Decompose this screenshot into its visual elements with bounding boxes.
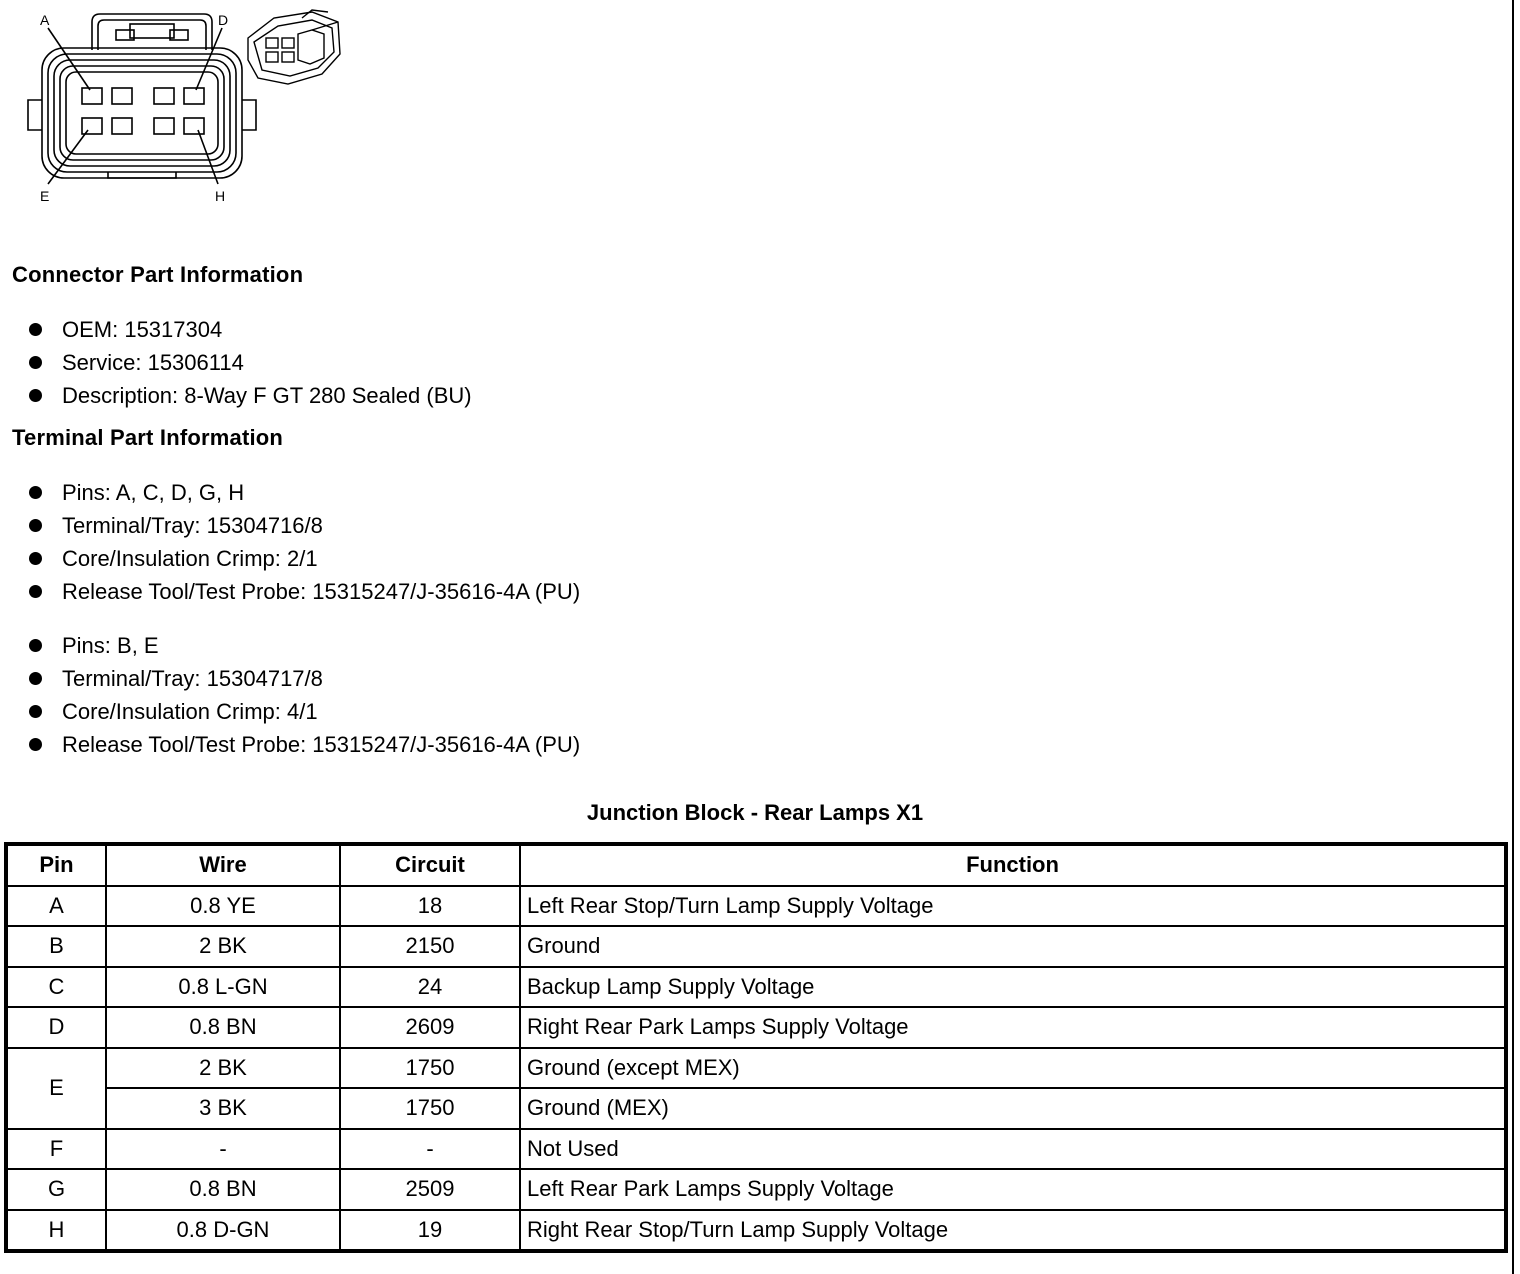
terminal-part-information-heading: Terminal Part Information — [12, 425, 284, 450]
pin-cell: C — [6, 967, 106, 1008]
list-item: Description: 8-Way F GT 280 Sealed (BU) — [28, 379, 472, 412]
list-item: Core/Insulation Crimp: 2/1 — [28, 542, 580, 575]
wire-cell: 0.8 D-GN — [106, 1210, 340, 1252]
pin-label-d: D — [218, 12, 229, 28]
table-row — [6, 967, 1506, 1008]
pin-cell: H — [6, 1210, 106, 1252]
function-cell: Right Rear Stop/Turn Lamp Supply Voltage — [520, 1210, 1506, 1252]
pin-cell: B — [6, 926, 106, 967]
function-cell: Ground (except MEX) — [520, 1048, 1506, 1089]
circuit-cell: 1750 — [340, 1048, 520, 1089]
pin-cavity-h — [184, 118, 204, 134]
column-header-wire: Wire — [106, 844, 340, 886]
connector-ear-left — [28, 100, 42, 130]
table-title: Junction Block - Rear Lamps X1 — [586, 800, 924, 825]
list-item: Service: 15306114 — [28, 346, 472, 379]
function-cell: Left Rear Stop/Turn Lamp Supply Voltage — [520, 886, 1506, 927]
list-item: OEM: 15317304 — [28, 313, 472, 346]
terminal-group-1-list — [28, 476, 580, 608]
pin-label-a: A — [40, 12, 50, 28]
pin-cavity-b — [112, 88, 132, 104]
terminal-group-2-list — [28, 629, 580, 761]
circuit-cell: 2609 — [340, 1007, 520, 1048]
table-row — [6, 1129, 1506, 1170]
wire-cell: - — [106, 1129, 340, 1170]
connector-inner-face — [66, 72, 218, 154]
function-cell: Ground (MEX) — [520, 1088, 1506, 1129]
list-item: Release Tool/Test Probe: 15315247/J-35616-4A (PU) — [28, 575, 580, 608]
pin-cavity-c — [154, 88, 174, 104]
pin-cell: F — [6, 1129, 106, 1170]
connector-diagram — [12, 8, 352, 208]
pin-cavity-a — [82, 88, 102, 104]
pin-cavity-d — [184, 88, 204, 104]
function-cell: Not Used — [520, 1129, 1506, 1170]
table-row — [6, 1210, 1506, 1252]
wire-cell: 0.8 YE — [106, 886, 340, 927]
page-border-right — [1512, 0, 1514, 1274]
wire-cell: 0.8 L-GN — [106, 967, 340, 1008]
pin-cell: G — [6, 1169, 106, 1210]
list-item: Core/Insulation Crimp: 4/1 — [28, 695, 580, 728]
pin-table — [4, 842, 1508, 1253]
pin-label-e: E — [40, 188, 50, 204]
list-item: Terminal/Tray: 15304717/8 — [28, 662, 580, 695]
circuit-cell: - — [340, 1129, 520, 1170]
table-row — [6, 1007, 1506, 1048]
function-cell: Backup Lamp Supply Voltage — [520, 967, 1506, 1008]
column-header-function: Function — [520, 844, 1506, 886]
connector-latch-window — [130, 24, 174, 38]
pin-cavity-f — [112, 118, 132, 134]
list-item: Pins: B, E — [28, 629, 580, 662]
wire-cell: 0.8 BN — [106, 1169, 340, 1210]
table-row — [6, 926, 1506, 967]
circuit-cell: 2509 — [340, 1169, 520, 1210]
column-header-circuit: Circuit — [340, 844, 520, 886]
circuit-cell: 2150 — [340, 926, 520, 967]
list-item: Release Tool/Test Probe: 15315247/J-35616-4A (PU) — [28, 728, 580, 761]
circuit-cell: 19 — [340, 1210, 520, 1252]
connector-part-information-heading: Connector Part Information — [12, 262, 304, 287]
list-item: Pins: A, C, D, G, H — [28, 476, 580, 509]
function-cell: Left Rear Park Lamps Supply Voltage — [520, 1169, 1506, 1210]
pin-cell: A — [6, 886, 106, 927]
connector-outer-shell — [42, 48, 242, 178]
circuit-cell: 24 — [340, 967, 520, 1008]
wire-cell: 2 BK — [106, 1048, 340, 1089]
pin-cell: D — [6, 1007, 106, 1048]
wire-cell: 2 BK — [106, 926, 340, 967]
pin-cell: E — [6, 1048, 106, 1129]
connector-ear-right — [242, 100, 256, 130]
table-row — [6, 1169, 1506, 1210]
circuit-cell: 18 — [340, 886, 520, 927]
function-cell: Ground — [520, 926, 1506, 967]
table-row — [6, 886, 1506, 927]
connector-part-information-list — [28, 313, 472, 412]
wire-cell: 0.8 BN — [106, 1007, 340, 1048]
pin-cavity-e — [82, 118, 102, 134]
pin-label-h: H — [215, 188, 226, 204]
list-item: Terminal/Tray: 15304716/8 — [28, 509, 580, 542]
circuit-cell: 1750 — [340, 1088, 520, 1129]
connector-3d-illustration — [248, 10, 340, 84]
table-row — [6, 1088, 1506, 1129]
wire-cell: 3 BK — [106, 1088, 340, 1129]
pin-cavity-g — [154, 118, 174, 134]
table-header-row — [6, 844, 1506, 886]
column-header-pin: Pin — [6, 844, 106, 886]
table-row — [6, 1048, 1506, 1089]
function-cell: Right Rear Park Lamps Supply Voltage — [520, 1007, 1506, 1048]
